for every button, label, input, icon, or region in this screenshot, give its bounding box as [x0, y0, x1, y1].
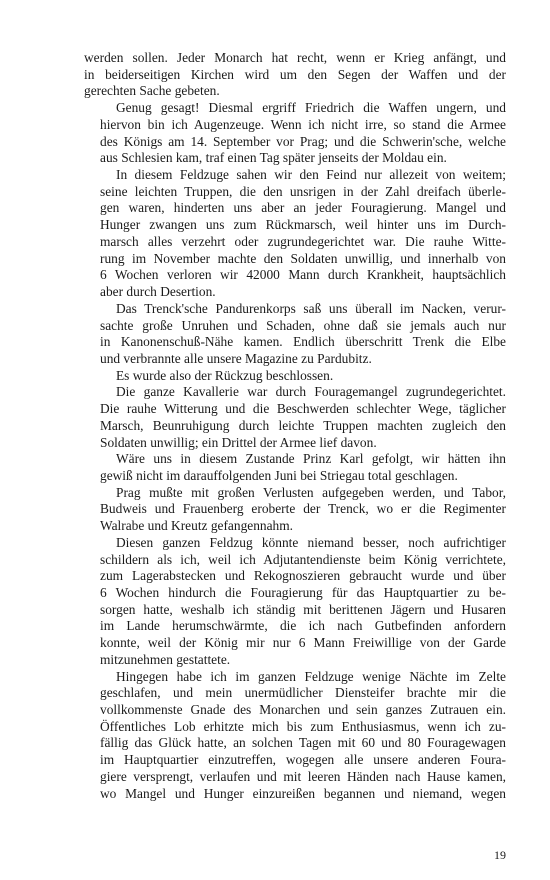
text-line: marsch alles verzehrt oder zugrundegerichtet war. Die rauhe Witte- — [100, 233, 506, 249]
text-line: werden sollen. Jeder Monarch hat recht, wenn er Krieg anfängt, und — [84, 50, 506, 65]
text-line: fällig das Glück hatte, an solchen Tagen mit 60 und 80 Fouragewagen — [100, 735, 506, 751]
text-line: in beiderseitigen Kirchen wird um den Segen der Waffen und der — [84, 66, 506, 82]
page-body — [84, 50, 506, 802]
text-line: Hunger zwangen uns zum Rückmarsch, weil hinter uns im Durch- — [100, 217, 506, 233]
page-number: 19 — [494, 848, 506, 862]
paragraph — [84, 100, 506, 167]
paragraph — [84, 50, 506, 100]
paragraph — [84, 384, 506, 451]
text-line: Die rauhe Witterung und die Beschwerden schlechter Wege, täglicher — [100, 401, 506, 417]
text-line: Die ganze Kavallerie war durch Fouragemangel zugrundegerichtet. — [116, 384, 506, 400]
text-line: des Königs am 14. September vor Prag; und die Schwerin'sche, welche — [100, 133, 506, 149]
text-line: 6 Wochen hindurch die Fouragierung für das Hauptquartier zu be- — [100, 585, 506, 600]
text-line: Das Trenck'sche Pandurenkorps saß uns überall im Nacken, verur- — [116, 300, 506, 316]
text-line: 6 Wochen verloren wir 42000 Mann durch Krankheit, hauptsächlich — [100, 267, 506, 283]
text-line: Wäre uns in diesem Zustande Prinz Karl gefolgt, wir hätten ihn — [116, 451, 506, 467]
text-line: gewiß nicht im darauffolgenden Juni bei Striegau total geschlagen. — [100, 467, 458, 483]
text-line: Genug gesagt! Diesmal ergriff Friedrich die Waffen ungern, und — [116, 100, 506, 116]
text-line: im Hauptquartier einzutreffen, wogegen alle unsere anderen Foura- — [100, 752, 506, 768]
text-line: zum Lagerabstecken und Rekognoszieren gebraucht wurde und über — [100, 568, 506, 584]
paragraph — [84, 485, 506, 535]
text-line: vollkommenste Gnade des Monarchen und sein ganzes Zutrauen ein. — [100, 702, 506, 718]
text-line: schildern als ich, weil ich Adjutantendienste beim König verrichtete, — [100, 551, 506, 567]
text-line: konnte, weil der König mir nur 6 Mann Freiwillige von der Garde — [100, 635, 506, 651]
text-line: geschlafen, und mein unermüdlicher Diensteifer brachte mir die — [100, 685, 506, 701]
text-line: Es wurde also der Rückzug beschlossen. — [116, 367, 334, 383]
text-line: Öffentliches Lob erhitzte mich bis zum Enthusiasmus, wenn ich zu- — [100, 718, 506, 734]
text-line: gerechten Sache gebeten. — [84, 83, 220, 99]
text-line: Prag mußte mit großen Verlusten aufgegeben werden, und Tabor, — [116, 484, 506, 500]
text-line: aber durch Desertion. — [100, 284, 216, 300]
paragraph — [84, 301, 506, 368]
text-line: In diesem Feldzuge sahen wir den Feind nur allezeit von weitem; — [116, 167, 506, 183]
text-line: wo Mangel und Hunger einzureißen begannen und niemand, wegen — [100, 785, 506, 801]
text-line: und verbrannte alle unsere Magazine zu Pardubitz. — [100, 350, 372, 366]
text-line: mitzunehmen gestattete. — [100, 651, 231, 667]
text-line: aus Schlesien kam, traf einen Tag später jenseits der Moldau ein. — [100, 150, 447, 166]
text-line: hiervon bin ich Augenzeuge. Wenn ich nicht irre, so stand die Armee — [100, 116, 506, 132]
text-line: sachte große Unruhen und Schaden, ohne daß sie jemals auch nur — [100, 317, 506, 333]
text-line: giere versprengt, verlaufen und mit leeren Händen nach Hause kamen, — [100, 768, 506, 784]
text-line: Soldaten unwillig; ein Drittel der Armee lief davon. — [100, 434, 377, 450]
text-line: gen waren, hinderten uns aber an jeder Fouragierung. Mangel und — [100, 200, 506, 216]
text-line: Hingegen habe ich im ganzen Feldzuge wenige Nächte im Zelte — [116, 668, 506, 684]
paragraph — [84, 669, 506, 803]
text-line: sorgen hatte, weshalb ich ständig mit berittenen Jägern und Husaren — [100, 601, 506, 617]
paragraph — [84, 535, 506, 669]
text-line: Budweis und Frauenberg eroberte der Trenck, wo er die Regimenter — [100, 501, 506, 517]
text-line: Diesen ganzen Feldzug könnte niemand besser, noch aufrichtiger — [116, 534, 506, 550]
text-line: rung im November machte den Soldaten unwillig, und innerhalb von — [100, 250, 506, 266]
text-line: Marsch, Beunruhigung durch leichte Truppen machten zugleich den — [100, 417, 506, 433]
text-line: seine leichten Truppen, die den unsrigen in der Zahl dreifach überle- — [100, 183, 506, 199]
paragraph — [84, 368, 506, 385]
text-line: im Lande herumschwärmte, die ich nach Gutbefinden anfordern — [100, 618, 506, 634]
text-line: Walrabe und Kreutz gefangennahm. — [100, 518, 293, 534]
paragraph — [84, 167, 506, 301]
text-line: in Kanonenschuß-Nähe kamen. Endlich überschritt Trenk die Elbe — [100, 334, 506, 350]
paragraph — [84, 451, 506, 484]
